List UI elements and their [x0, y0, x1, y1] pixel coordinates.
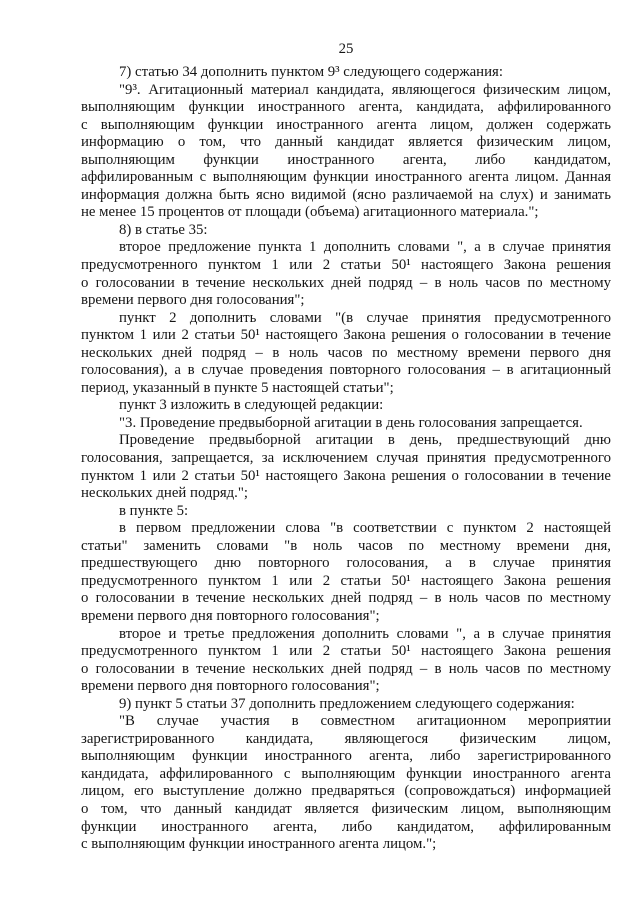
text-line: выполняющим функции иностранного агента, кандидата, аффилированного: [81, 99, 611, 116]
text-line: информацию о том, что данный кандидат является физическим лицом,: [81, 134, 611, 151]
paragraph: [81, 239, 611, 309]
text-line: аффилированным с выполняющим функции иностранного агента лицом. Данная: [81, 169, 611, 186]
paragraph: [81, 503, 611, 521]
text-line: нескольких дней подряд – в ноль часов по местному времени первого дня: [81, 344, 611, 361]
text-line: о голосовании в течение нескольких дней подряд – в ноль часов по местному: [81, 660, 611, 677]
text-line: информация должна быть ясно видимой (ясно различаемой на слух) и занимать: [81, 186, 611, 203]
text-line: "3. Проведение предвыборной агитации в день голосования запрещается.: [119, 414, 583, 431]
text-line: времени первого дня голосования";: [81, 292, 305, 309]
text-line: "В случае участия в совместном агитационном мероприятии: [119, 713, 611, 730]
text-line: выполняющим функции иностранного агента, либо кандидатом,: [81, 151, 611, 168]
document-body: [81, 64, 611, 854]
text-line: о голосовании в течение нескольких дней подряд – в ноль часов по местному: [81, 590, 611, 607]
text-line: голосования, запрещается, за исключением случая принятия предусмотренного: [81, 450, 611, 467]
text-line: статьи" заменить словами "в ноль часов по местному времени дня,: [81, 537, 611, 554]
paragraph: [81, 310, 611, 398]
paragraph: [81, 626, 611, 696]
text-line: пунктом 1 или 2 статьи 50¹ настоящего Закона решения о голосовании в течение: [81, 327, 611, 344]
paragraph: [81, 82, 611, 222]
text-line: времени первого дня повторного голосования";: [81, 678, 380, 695]
text-line: пунктом 1 или 2 статьи 50¹ настоящего Закона решения о голосовании в течение: [81, 467, 611, 484]
paragraph: [81, 415, 611, 433]
paragraph: [81, 64, 611, 82]
text-line: с выполняющим функции иностранного агента лицом, должен содержать: [81, 116, 611, 133]
text-line: функции иностранного агента, либо кандидатом, аффилированным: [81, 818, 611, 835]
text-line: второе предложение пункта 1 дополнить словами ", а в случае принятия: [119, 239, 611, 256]
text-line: период, указанный в пункте 5 настоящей статьи";: [81, 379, 394, 396]
text-line: Проведение предвыборной агитации в день, предшествующий дню: [119, 432, 611, 449]
text-line: времени первого дня повторного голосования";: [81, 607, 380, 624]
text-line: выполняющим функции иностранного агента, либо зарегистрированного: [81, 748, 611, 765]
text-line: предусмотренного пунктом 1 или 2 статьи 50¹ настоящего Закона решения: [81, 643, 611, 660]
text-line: пункт 2 дополнить словами "(в случае принятия предусмотренного: [119, 309, 611, 326]
text-line: "9³. Агитационный материал кандидата, являющегося физическим лицом,: [119, 81, 611, 98]
text-line: о том, что данный кандидат является физическим лицом, выполняющим: [81, 800, 611, 817]
text-line: в первом предложении слова "в соответствии с пунктом 2 настоящей: [119, 520, 611, 537]
text-line: второе и третье предложения дополнить словами ", а в случае принятия: [119, 625, 611, 642]
page-number: 25: [338, 41, 354, 57]
text-line: пункт 3 изложить в следующей редакции:: [119, 397, 384, 414]
text-line: 9) пункт 5 статьи 37 дополнить предложением следующего содержания:: [119, 695, 575, 712]
paragraph: [81, 713, 611, 853]
paragraph: [81, 696, 611, 714]
text-line: предшествующего дню повторного голосования, а в случае принятия: [81, 555, 611, 572]
text-line: предусмотренного пунктом 1 или 2 статьи 50¹ настоящего Закона решения: [81, 257, 611, 274]
text-line: в пункте 5:: [119, 502, 189, 519]
text-line: о голосовании в течение нескольких дней подряд – в ноль часов по местному: [81, 274, 611, 291]
paragraph: [81, 222, 611, 240]
text-line: голосования), а в случае проведения повторного голосования – в агитационный: [81, 362, 611, 379]
text-line: кандидата, аффилированного с выполняющим функции иностранного агента: [81, 765, 611, 782]
text-line: 7) статью 34 дополнить пунктом 9³ следующего содержания:: [119, 64, 503, 80]
text-line: нескольких дней подряд.";: [81, 485, 249, 502]
paragraph: [81, 432, 611, 502]
text-line: с выполняющим функции иностранного агента лицом.";: [81, 836, 437, 853]
text-line: не менее 15 процентов от площади (объема) агитационного материала.";: [81, 204, 539, 221]
paragraph: [81, 397, 611, 415]
text-line: лицом, его выступление должно предваряться (сопровождаться) информацией: [81, 783, 611, 800]
paragraph: [81, 520, 611, 625]
text-line: предусмотренного пунктом 1 или 2 статьи 50¹ настоящего Закона решения: [81, 572, 611, 589]
text-line: 8) в статье 35:: [119, 221, 208, 238]
text-line: зарегистрированного кандидата, являющегося физическим лицом,: [81, 730, 611, 747]
